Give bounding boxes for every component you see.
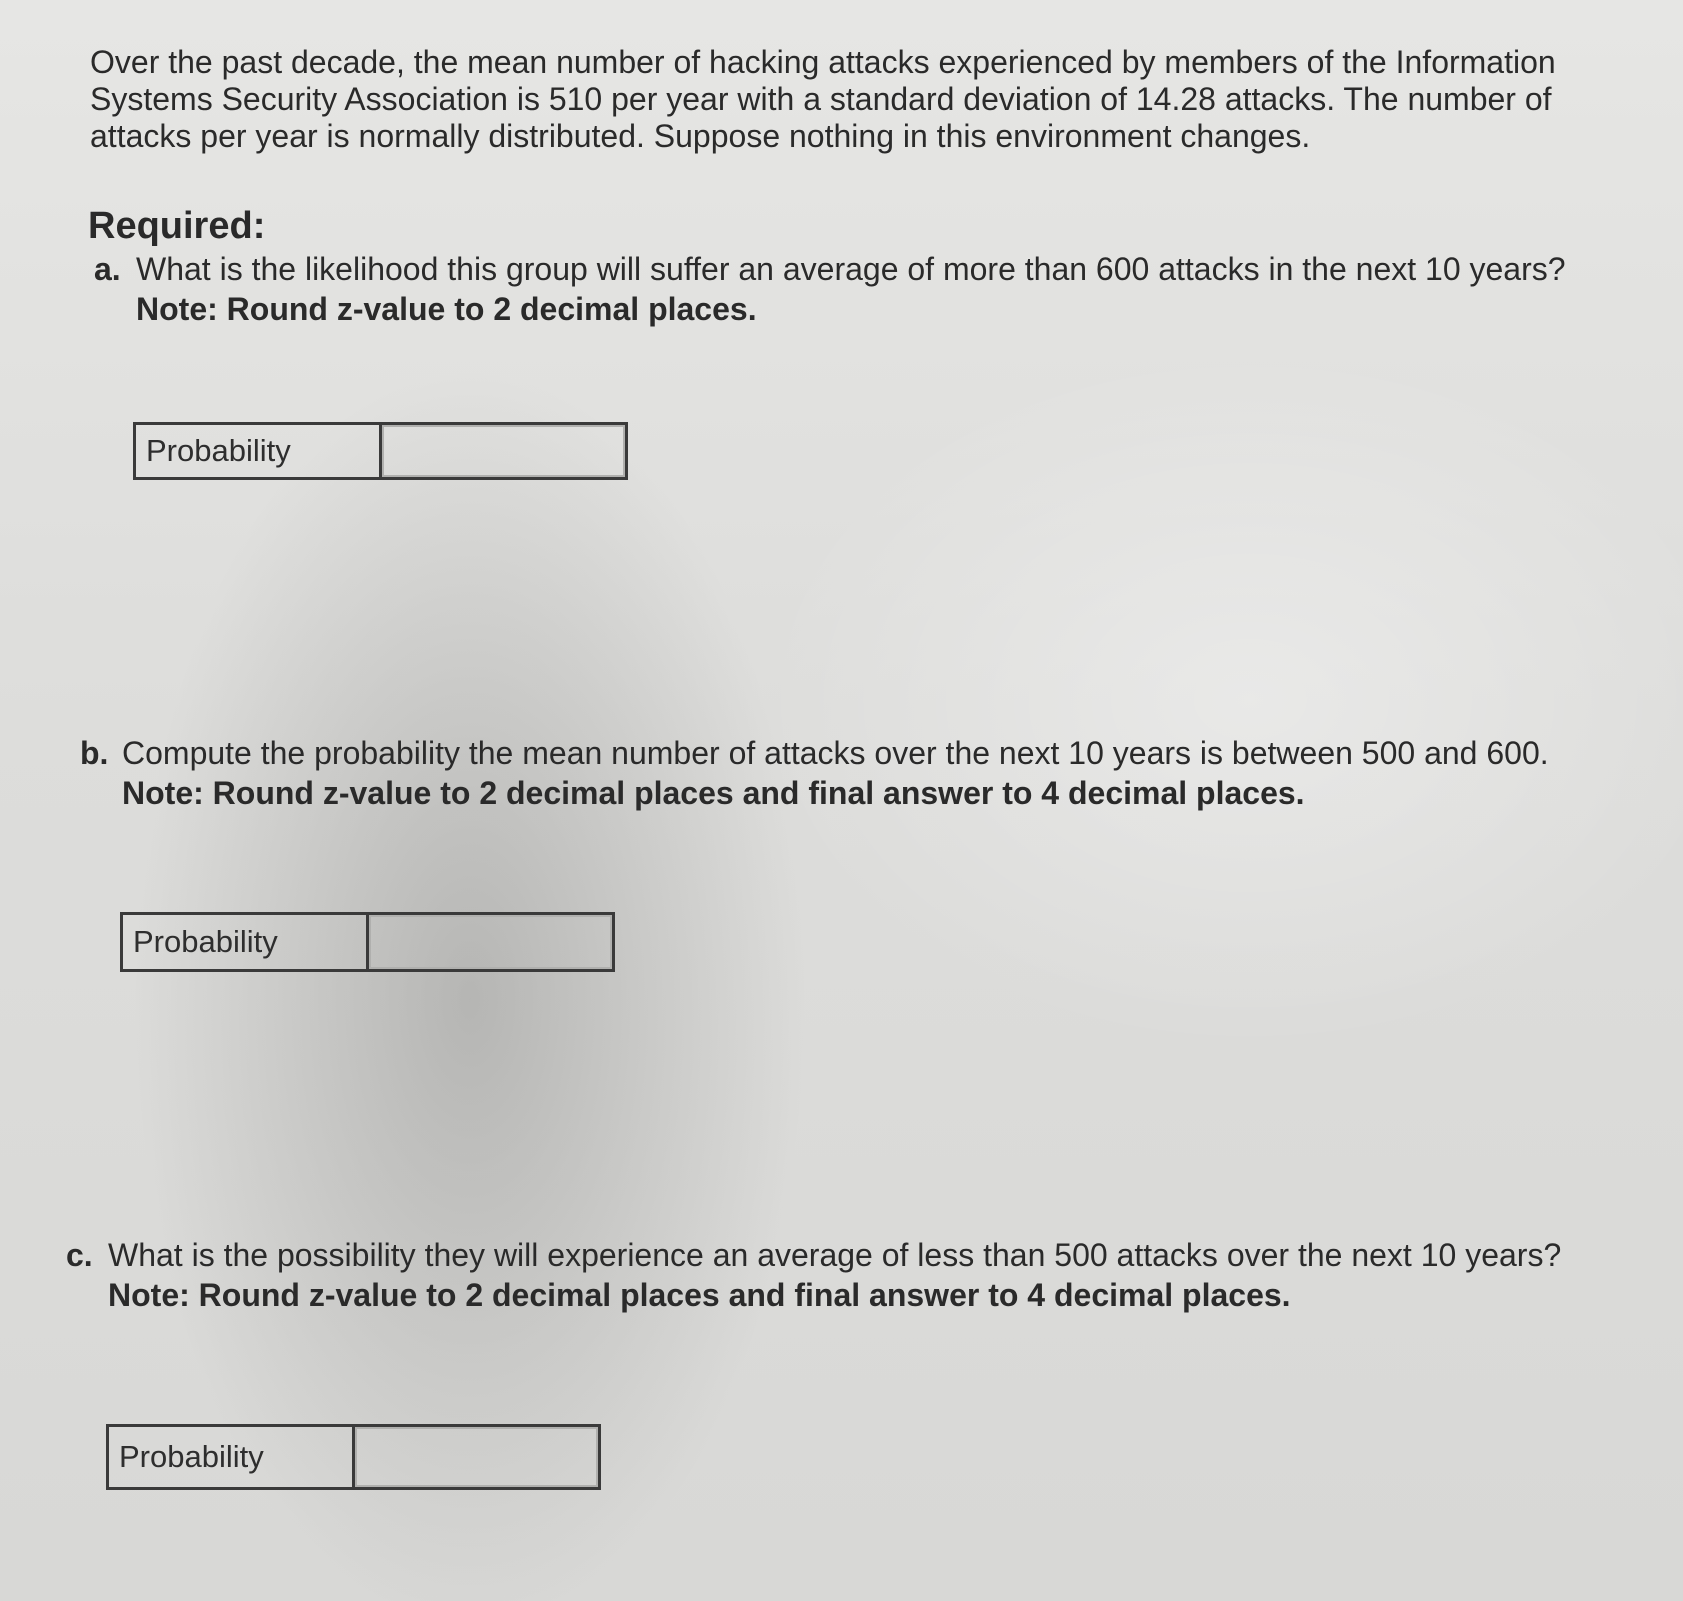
answer-row-a [133, 422, 628, 480]
question-b-marker: b. [80, 735, 109, 771]
answer-row-c [106, 1424, 601, 1490]
question-c-marker: c. [66, 1237, 93, 1273]
answer-b-label: Probability [123, 915, 369, 969]
required-heading: Required: [88, 205, 266, 247]
question-a-note: Note: Round z-value to 2 decimal places. [136, 291, 757, 327]
answer-row-b [120, 912, 615, 972]
answer-a-label: Probability [136, 425, 382, 477]
question-b-note: Note: Round z-value to 2 decimal places and final answer to 4 decimal places. [122, 775, 1305, 811]
question-b-text: Compute the probability the mean number of attacks over the next 10 years is between 500 and 600. [122, 735, 1549, 771]
question-c-note: Note: Round z-value to 2 decimal places and final answer to 4 decimal places. [108, 1277, 1291, 1313]
answer-c-label: Probability [109, 1427, 355, 1487]
question-c-text: What is the possibility they will experience an average of less than 500 attacks over the next 10 years? [108, 1237, 1562, 1273]
question-c [66, 1236, 1626, 1314]
answer-a-input[interactable] [382, 425, 625, 477]
question-a-text: What is the likelihood this group will suffer an average of more than 600 attacks in the next 10 years? [136, 251, 1566, 287]
problem-intro: Over the past decade, the mean number of hacking attacks experienced by members of the Information Systems Security Association is 510 per year with a standard deviation of 14.28 attacks. The number of attacks per year is normally distributed. Suppose nothing in this environment changes. [90, 44, 1556, 154]
answer-c-input[interactable] [355, 1427, 598, 1487]
question-a-marker: a. [94, 251, 121, 287]
question-b [80, 734, 1620, 812]
question-a [94, 250, 1574, 328]
answer-b-input[interactable] [369, 915, 612, 969]
